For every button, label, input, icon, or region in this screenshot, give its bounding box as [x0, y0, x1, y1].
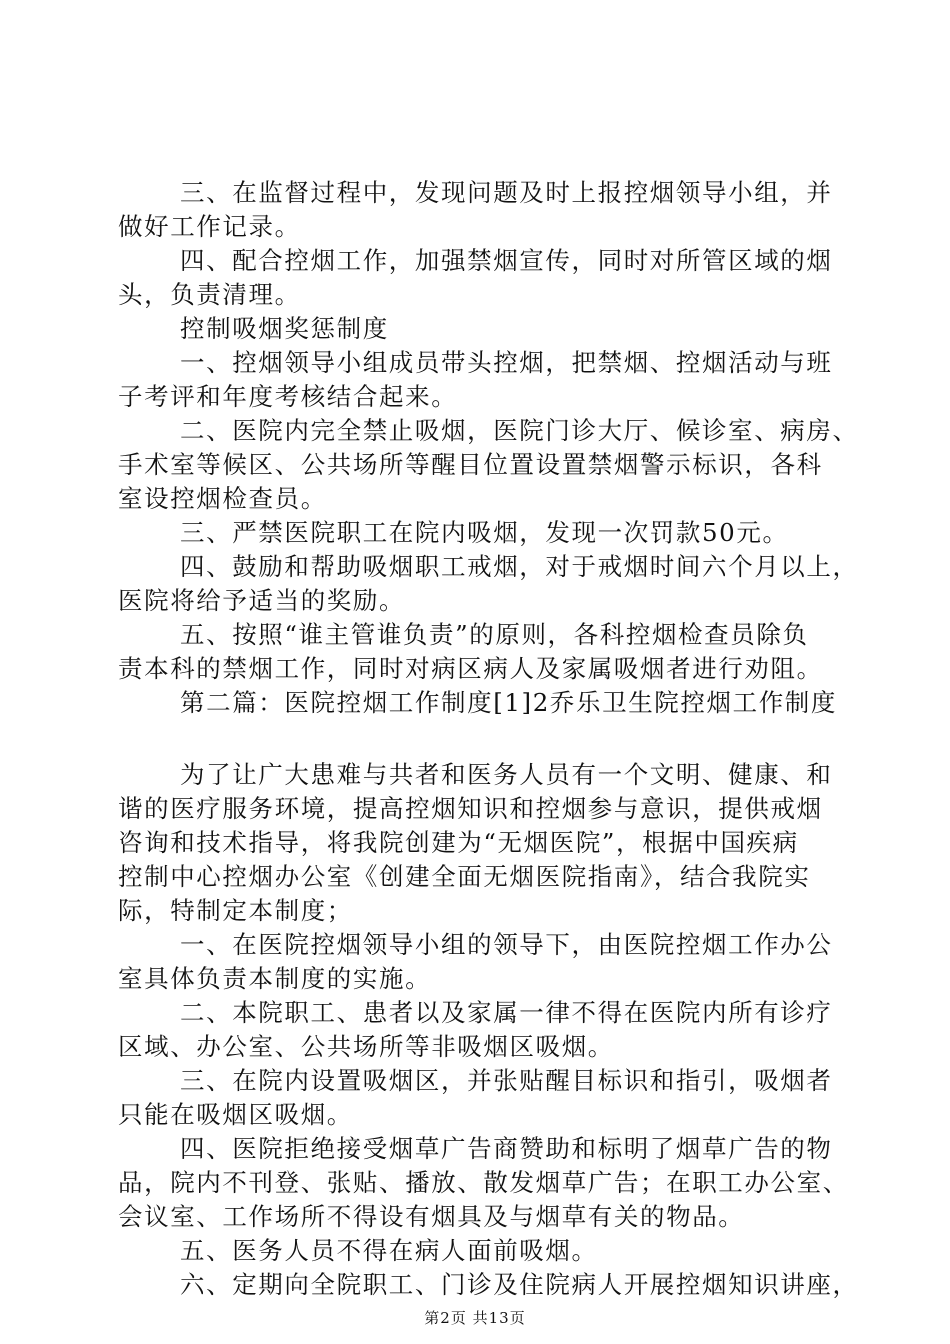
- paragraph-line: 室具体负责本制度的实施。: [118, 964, 432, 993]
- paragraph-line: 六、定期向全院职工、门诊及住院病人开展控烟知识讲座，: [180, 1270, 859, 1299]
- paragraph-line: 只能在吸烟区吸烟。: [118, 1100, 353, 1129]
- page-number-footer: 第2页 共13页: [424, 1309, 526, 1327]
- section-heading: 控制吸烟奖惩制度: [180, 314, 389, 343]
- paragraph-line: 二、医院内完全禁止吸烟，医院门诊大厅、候诊室、病房、: [180, 416, 859, 445]
- paragraph-line: 咨询和技术指导，将我院创建为“无烟医院”，根据中国疾病: [118, 828, 799, 857]
- paragraph-line: 五、医务人员不得在病人面前吸烟。: [180, 1236, 598, 1265]
- paragraph-line: 四、配合控烟工作，加强禁烟宣传，同时对所管区域的烟: [180, 246, 833, 275]
- paragraph-line: 五、按照“谁主管谁负责”的原则，各科控烟检查员除负: [180, 620, 809, 649]
- paragraph-line: 际，特制定本制度；: [118, 896, 353, 925]
- paragraph-line: 四、鼓励和帮助吸烟职工戒烟，对于戒烟时间六个月以上，: [180, 552, 859, 581]
- paragraph-line: 品，院内不刊登、张贴、播放、散发烟草广告；在职工办公室、: [118, 1168, 849, 1197]
- paragraph-line: 谐的医疗服务环境，提高控烟知识和控烟参与意识，提供戒烟: [118, 794, 823, 823]
- paragraph-line: 一、在医院控烟领导小组的领导下，由医院控烟工作办公: [180, 930, 833, 959]
- paragraph-line: 手术室等候区、公共场所等醒目位置设置禁烟警示标识，各科: [118, 450, 823, 479]
- paragraph-line: 控制中心控烟办公室《创建全面无烟医院指南》，结合我院实: [118, 862, 811, 891]
- paragraph-line: 子考评和年度考核结合起来。: [118, 382, 458, 411]
- paragraph-line: 责本科的禁烟工作，同时对病区病人及家属吸烟者进行劝阻。: [118, 654, 823, 683]
- paragraph-line: 四、医院拒绝接受烟草广告商赞助和标明了烟草广告的物: [180, 1134, 833, 1163]
- paragraph-line: 做好工作记录。: [118, 212, 301, 241]
- paragraph-line: 会议室、工作场所不得设有烟具及与烟草有关的物品。: [118, 1202, 745, 1231]
- paragraph-line: 医院将给予适当的奖励。: [118, 586, 406, 615]
- paragraph-line: 一、控烟领导小组成员带头控烟，把禁烟、控烟活动与班: [180, 348, 833, 377]
- paragraph-line: 室设控烟检查员。: [118, 484, 327, 513]
- paragraph-line: 三、在院内设置吸烟区，并张贴醒目标识和指引，吸烟者: [180, 1066, 833, 1095]
- paragraph-line: 头，负责清理。: [118, 280, 301, 309]
- paragraph-line: 区域、办公室、公共场所等非吸烟区吸烟。: [118, 1032, 614, 1061]
- paragraph-line: 三、严禁医院职工在院内吸烟，发现一次罚款50元。: [180, 518, 789, 547]
- paragraph-line: 为了让广大患难与共者和医务人员有一个文明、健康、和: [180, 760, 833, 789]
- paragraph-line: 三、在监督过程中，发现问题及时上报控烟领导小组，并: [180, 178, 833, 207]
- chapter-heading: 第二篇：医院控烟工作制度[1]2乔乐卫生院控烟工作制度: [180, 688, 837, 717]
- paragraph-line: 二、本院职工、患者以及家属一律不得在医院内所有诊疗: [180, 998, 833, 1027]
